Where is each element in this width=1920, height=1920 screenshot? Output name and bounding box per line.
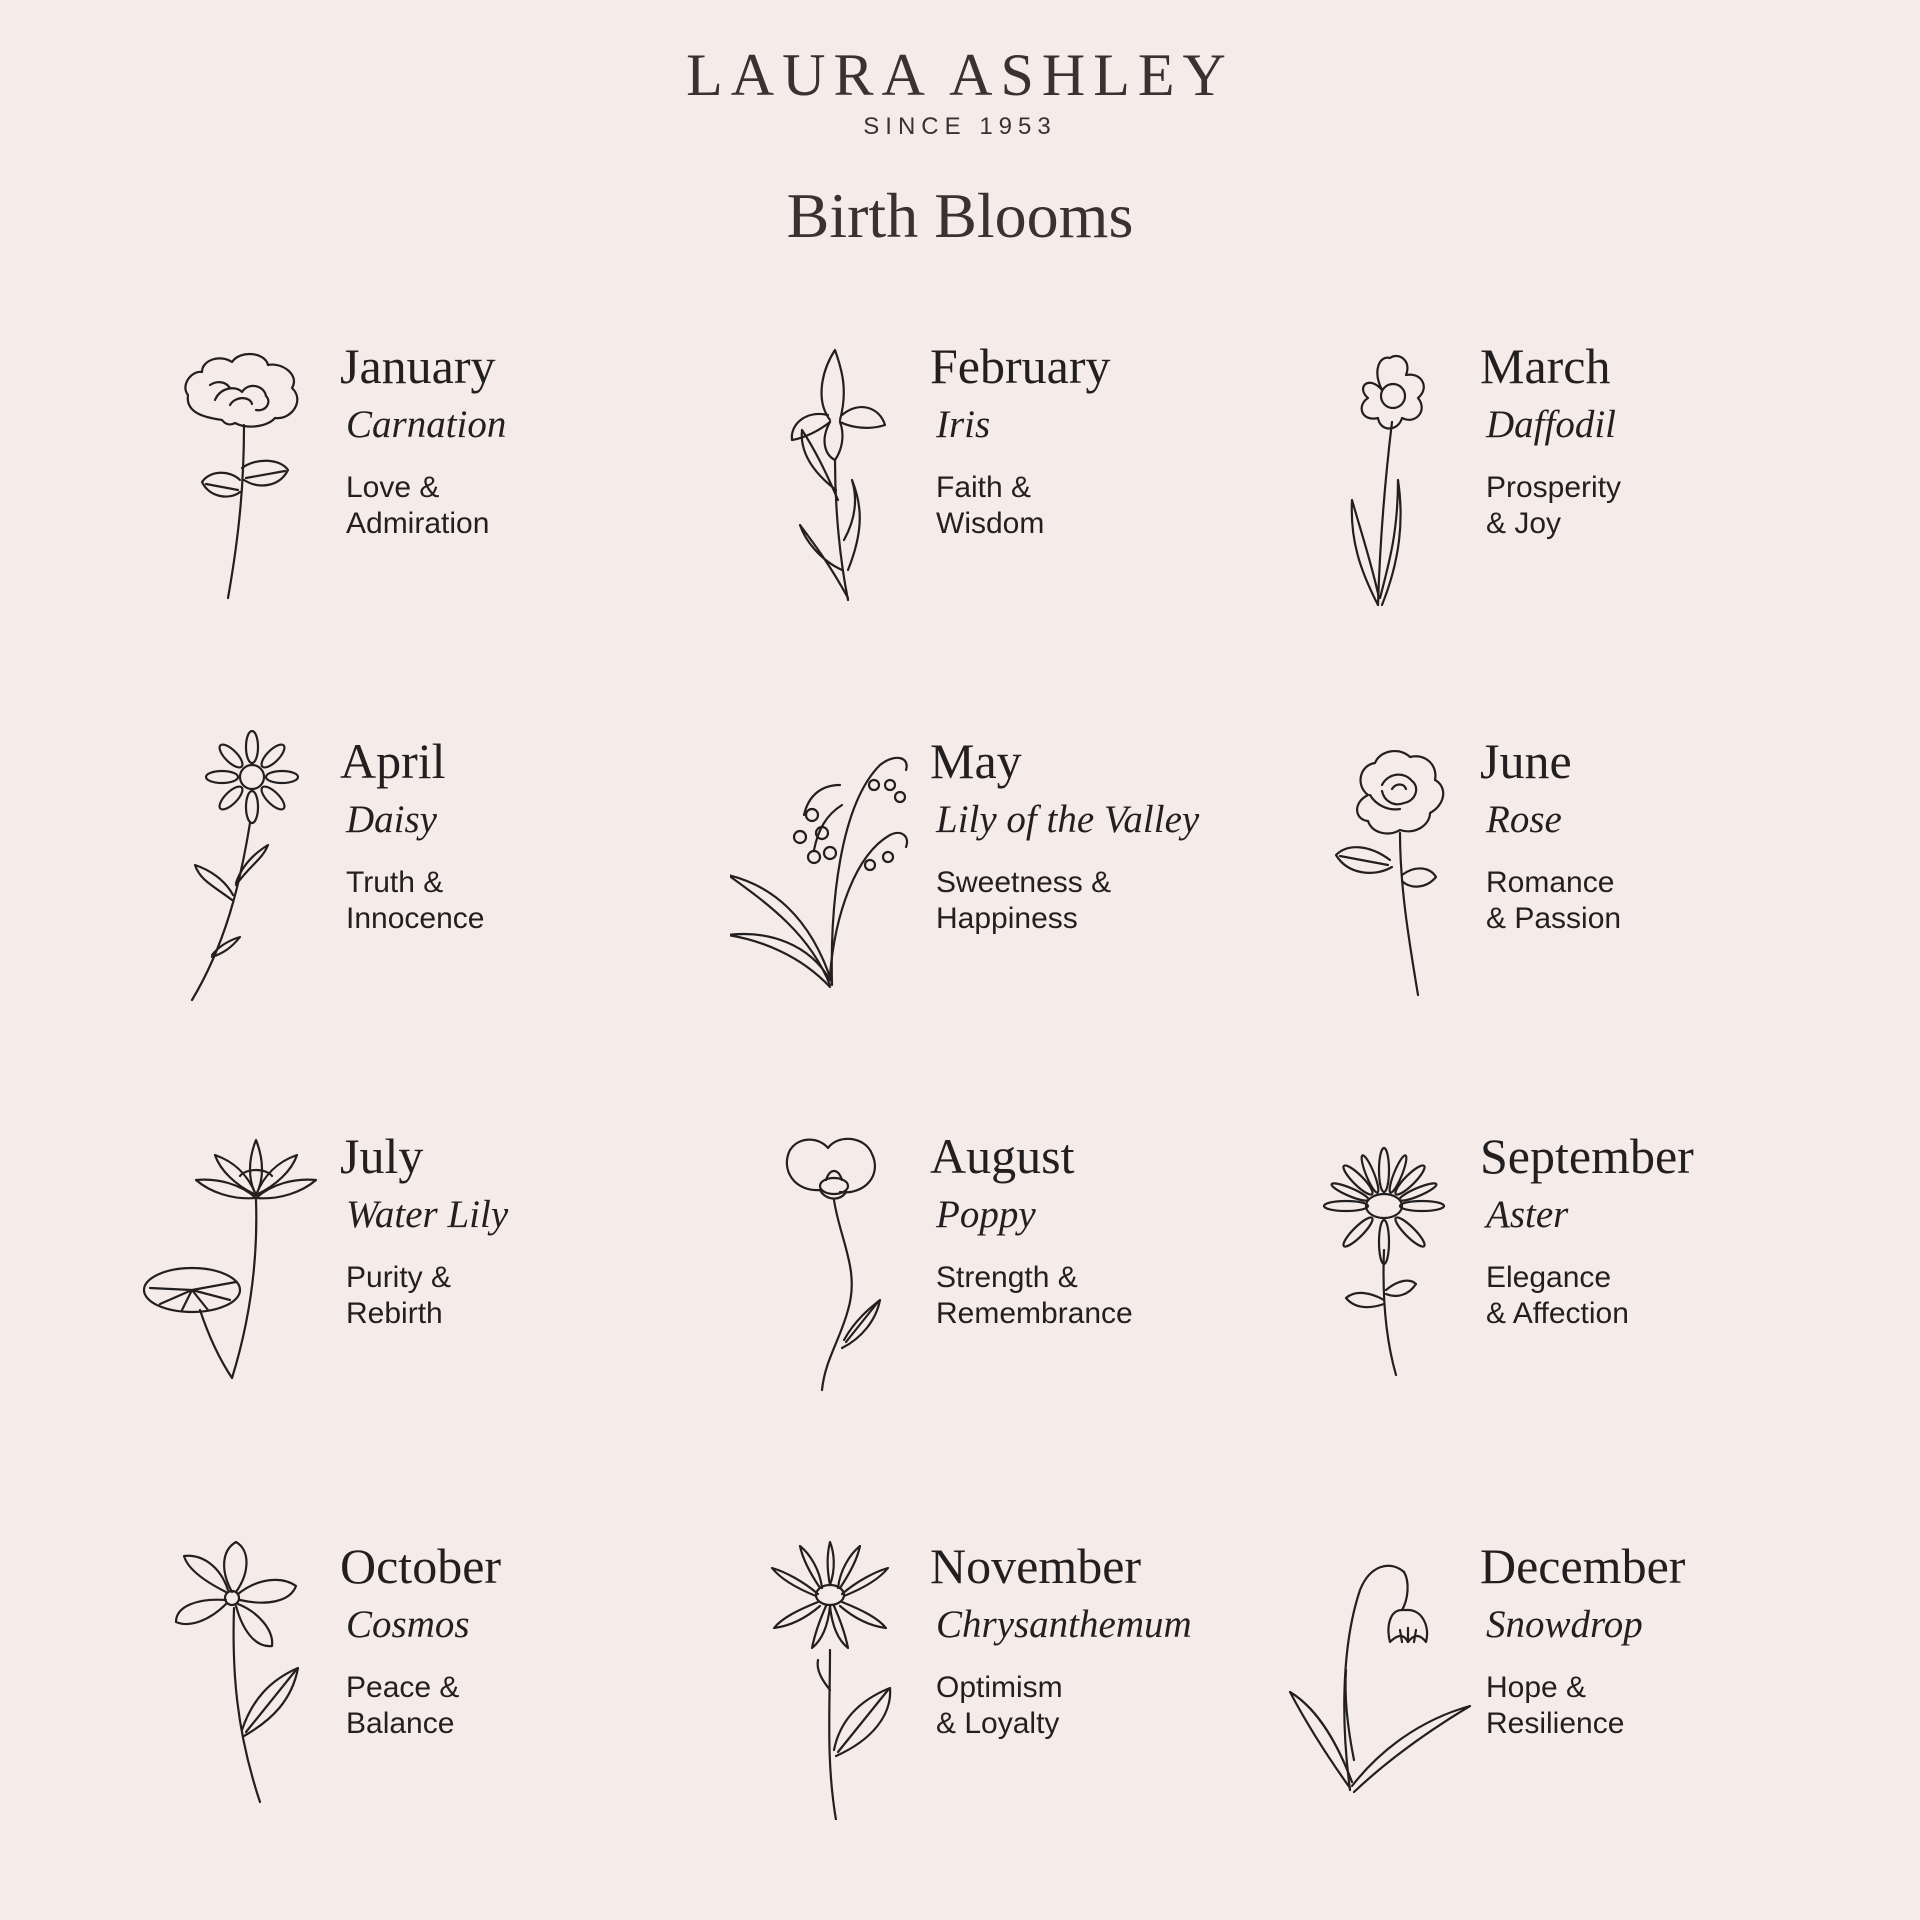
meaning-line: Faith & (936, 471, 1032, 504)
meaning-line: Resilience (1486, 1707, 1625, 1740)
lily-of-the-valley-icon (730, 725, 930, 1015)
month-name: May (930, 733, 1022, 789)
month-name: November (930, 1538, 1142, 1594)
flower-name: Cosmos (346, 1603, 470, 1646)
meaning-line: Strength & (936, 1261, 1078, 1294)
meaning-line: Wisdom (936, 507, 1045, 540)
brand-logo (0, 40, 1920, 142)
meaning-line: Love & (346, 471, 440, 504)
meaning-line: Rebirth (346, 1297, 443, 1330)
poppy-icon (730, 1120, 930, 1410)
brand-name: LAURA ASHLEY (686, 42, 1234, 108)
card-september (1280, 1120, 1840, 1420)
month-name: April (340, 733, 446, 789)
month-name: February (930, 338, 1111, 394)
meaning-line: Remembrance (936, 1297, 1133, 1330)
card-december (1280, 1530, 1840, 1830)
card-march (1280, 330, 1840, 630)
meaning-line: Sweetness & (936, 866, 1112, 899)
card-may (730, 725, 1290, 1025)
month-name: December (1480, 1538, 1686, 1594)
flower-name: Poppy (936, 1193, 1036, 1236)
flower-name: Water Lily (346, 1193, 509, 1236)
meaning-line: Balance (346, 1707, 455, 1740)
water-lily-icon (140, 1120, 340, 1410)
meaning-line: Truth & (346, 866, 444, 899)
meaning-line: & Joy (1486, 507, 1562, 540)
month-name: September (1480, 1128, 1694, 1184)
flower-meaning (936, 1670, 1236, 1742)
card-april (140, 725, 700, 1025)
daisy-icon (140, 725, 340, 1015)
flower-name: Carnation (346, 403, 507, 446)
card-october (140, 1530, 700, 1830)
flower-meaning (346, 470, 646, 542)
meaning-line: Optimism (936, 1671, 1063, 1704)
meaning-line: Admiration (346, 507, 490, 540)
month-name: August (930, 1128, 1075, 1184)
meaning-line: Peace & (346, 1671, 460, 1704)
daffodil-icon (1280, 330, 1480, 620)
cosmos-icon (140, 1530, 340, 1820)
flower-name: Daffodil (1486, 403, 1617, 446)
meaning-line: Innocence (346, 902, 485, 935)
flower-name: Rose (1486, 798, 1562, 841)
flower-meaning (346, 1260, 646, 1332)
meaning-line: Happiness (936, 902, 1078, 935)
carnation-icon (140, 330, 340, 620)
rose-icon (1280, 725, 1480, 1015)
meaning-line: Prosperity (1486, 471, 1622, 504)
month-name: October (340, 1538, 502, 1594)
flower-meaning (346, 1670, 646, 1742)
iris-icon (730, 330, 930, 620)
flower-meaning (1486, 1670, 1786, 1742)
meaning-line: & Loyalty (936, 1707, 1060, 1740)
month-name: March (1480, 338, 1611, 394)
flower-meaning (346, 865, 646, 937)
meaning-line: & Affection (1486, 1297, 1629, 1330)
flower-meaning (936, 865, 1236, 937)
flower-meaning (1486, 865, 1786, 937)
flower-meaning (1486, 470, 1786, 542)
card-november (730, 1530, 1290, 1830)
month-name: July (340, 1128, 424, 1184)
snowdrop-icon (1280, 1530, 1480, 1820)
brand-since: SINCE 1953 (863, 113, 1057, 140)
flower-name: Snowdrop (1486, 1603, 1643, 1646)
month-name: January (340, 338, 496, 394)
meaning-line: Elegance (1486, 1261, 1612, 1294)
card-july (140, 1120, 700, 1420)
card-january (140, 330, 700, 630)
flower-meaning (1486, 1260, 1786, 1332)
flower-name: Iris (936, 403, 991, 446)
card-june (1280, 725, 1840, 1025)
flower-name: Lily of the Valley (936, 798, 1200, 841)
aster-icon (1280, 1120, 1480, 1410)
card-august (730, 1120, 1290, 1420)
flower-meaning (936, 1260, 1236, 1332)
card-february (730, 330, 1290, 630)
flower-name: Aster (1486, 1193, 1569, 1236)
meaning-line: Romance (1486, 866, 1615, 899)
flower-name: Daisy (346, 798, 437, 841)
meaning-line: Purity & (346, 1261, 452, 1294)
flower-meaning (936, 470, 1236, 542)
chrysanthemum-icon (730, 1530, 930, 1820)
meaning-line: & Passion (1486, 902, 1622, 935)
month-name: June (1480, 733, 1572, 789)
page-title: Birth Blooms (786, 180, 1134, 251)
meaning-line: Hope & (1486, 1671, 1587, 1704)
flower-name: Chrysanthemum (936, 1603, 1192, 1646)
